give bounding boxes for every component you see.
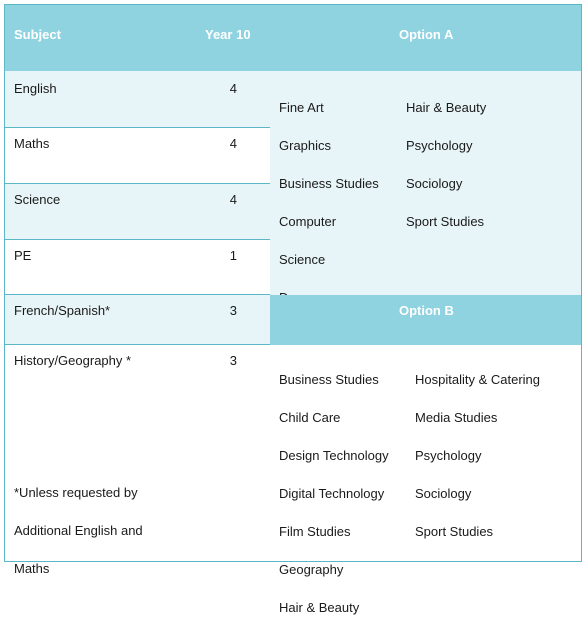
row-hours: 3 bbox=[229, 353, 237, 368]
list-item: Child Care bbox=[279, 410, 341, 425]
footnote-line: Maths bbox=[14, 561, 50, 576]
list-item: Business Studies bbox=[279, 176, 379, 191]
list-item: Hospitality & Catering bbox=[415, 372, 540, 387]
table-row-english bbox=[5, 71, 270, 128]
row-hours: 1 bbox=[229, 248, 237, 263]
option-b-col1 bbox=[279, 351, 389, 636]
footnote-line: *Unless requested by bbox=[14, 485, 138, 500]
list-item: Business Studies bbox=[279, 372, 379, 387]
row-subject: PE bbox=[14, 248, 32, 263]
row-hours: 4 bbox=[229, 192, 237, 207]
list-item: Sport Studies bbox=[415, 524, 494, 539]
list-item: Science bbox=[279, 252, 326, 267]
table-header-row bbox=[5, 5, 581, 71]
header-year10: Year 10 bbox=[205, 27, 251, 42]
row-subject: History/Geography * bbox=[14, 353, 132, 368]
list-item: Digital Technology bbox=[279, 486, 385, 501]
list-item: Computer bbox=[279, 214, 337, 229]
option-b-col2 bbox=[415, 351, 540, 560]
list-item: Hair & Beauty bbox=[406, 100, 487, 115]
row-subject: Maths bbox=[14, 136, 50, 151]
list-item: Sport Studies bbox=[406, 214, 485, 229]
table-row-french-spanish bbox=[5, 295, 270, 345]
list-item: Sociology bbox=[415, 486, 472, 501]
row-hours: 4 bbox=[229, 81, 237, 96]
list-item: Graphics bbox=[279, 138, 332, 153]
option-b-block bbox=[270, 345, 581, 615]
table-row-maths bbox=[5, 128, 270, 184]
list-item: Geography bbox=[279, 562, 344, 577]
list-item: Psychology bbox=[415, 448, 482, 463]
list-item: Film Studies bbox=[279, 524, 351, 539]
list-item: Psychology bbox=[406, 138, 473, 153]
list-item: Hair & Beauty bbox=[279, 600, 360, 615]
row-hours: 3 bbox=[229, 303, 237, 318]
row-subject: English bbox=[14, 81, 57, 96]
header-subject: Subject bbox=[14, 27, 61, 42]
footnote bbox=[14, 464, 143, 597]
list-item: Fine Art bbox=[279, 100, 324, 115]
header-option-a: Option A bbox=[399, 27, 454, 42]
list-item: Media Studies bbox=[415, 410, 498, 425]
row-hours: 4 bbox=[229, 136, 237, 151]
footnote-line: Additional English and bbox=[14, 523, 143, 538]
table-row-science bbox=[5, 184, 270, 240]
table-row-history-geography bbox=[5, 345, 270, 576]
option-b-header bbox=[270, 295, 581, 345]
option-a-block bbox=[270, 71, 581, 295]
table-row-pe bbox=[5, 240, 270, 295]
option-b-label: Option B bbox=[399, 303, 454, 318]
option-a-col1 bbox=[279, 79, 379, 326]
option-a-col2 bbox=[406, 79, 486, 250]
row-subject: French/Spanish* bbox=[14, 303, 111, 318]
row-subject: Science bbox=[14, 192, 61, 207]
list-item: Design Technology bbox=[279, 448, 389, 463]
list-item: Sociology bbox=[406, 176, 463, 191]
